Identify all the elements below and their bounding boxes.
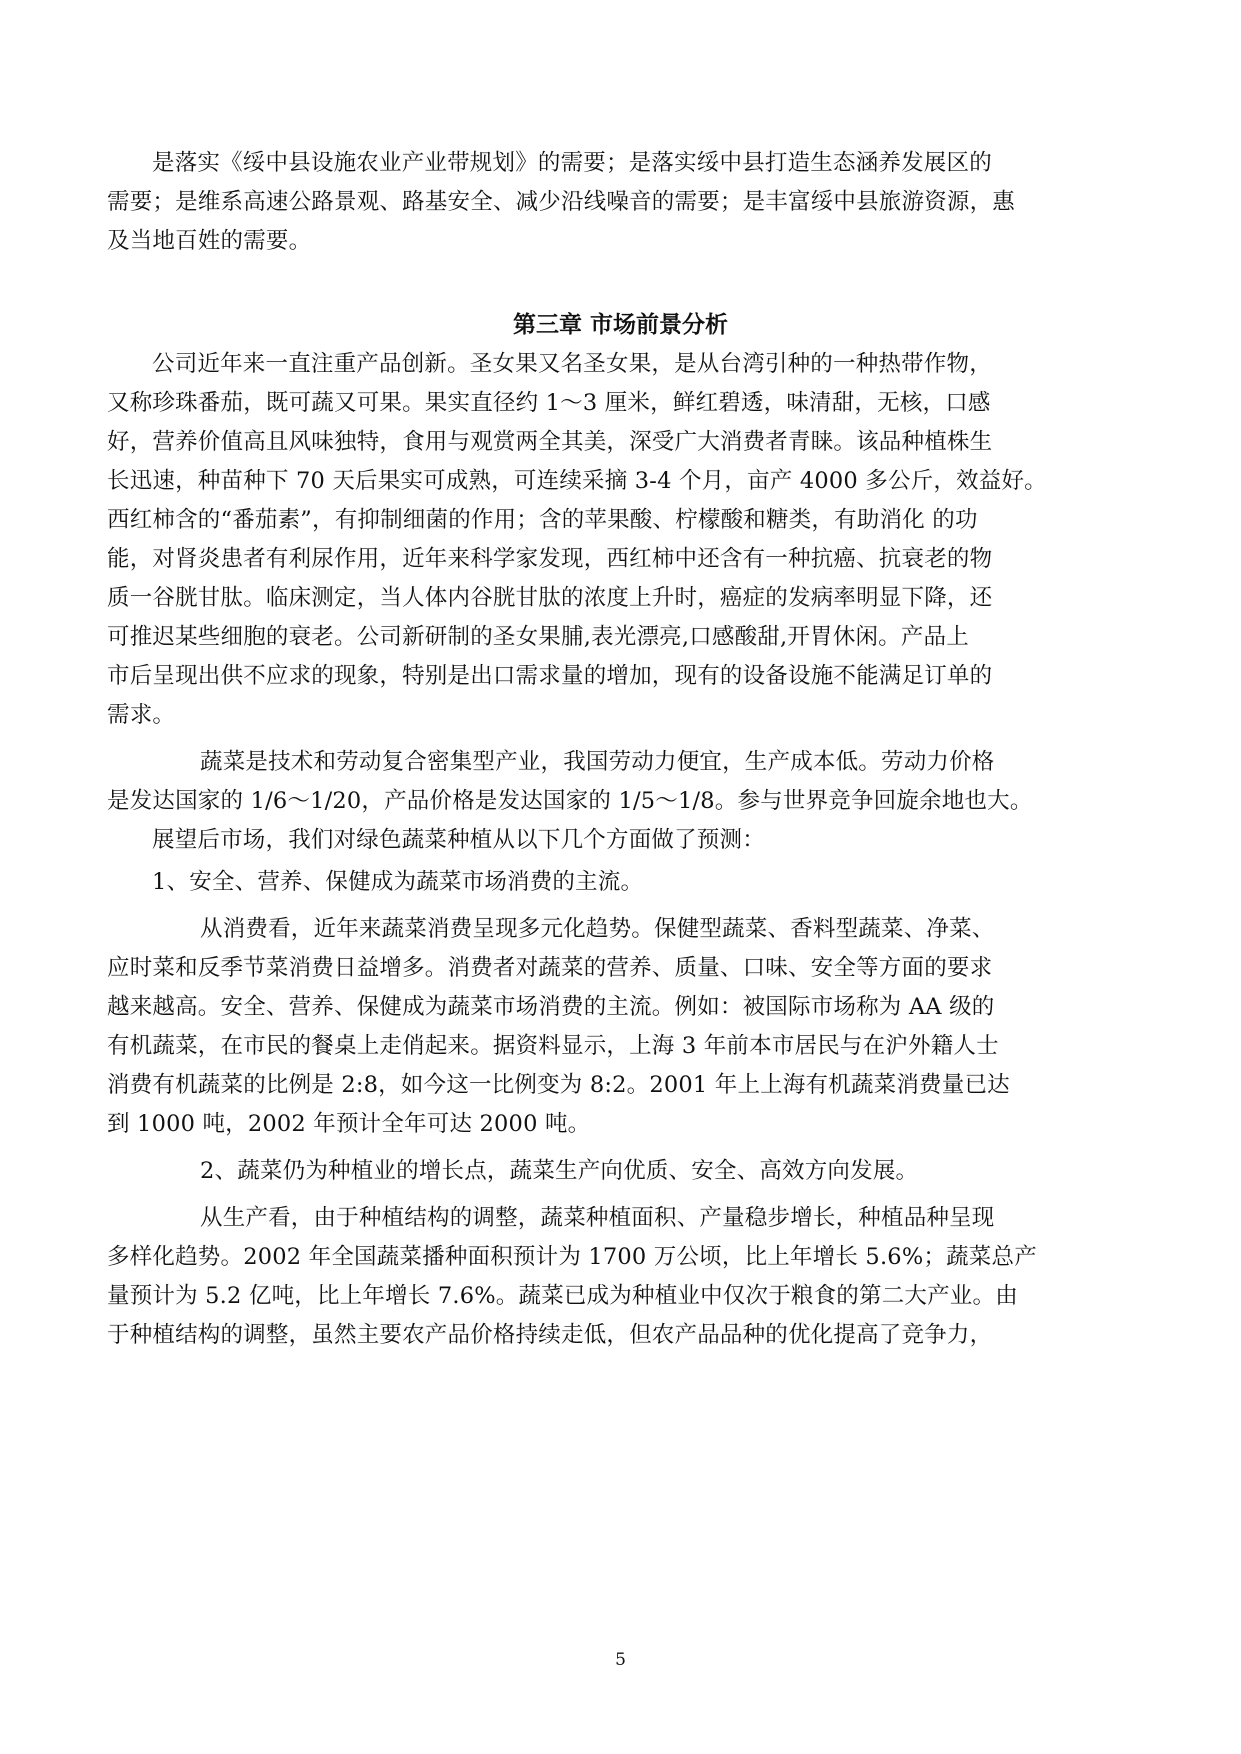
paragraph-line: 越来越高。安全、营养、保健成为蔬菜市场消费的主流。例如：被国际市场称为 AA 级的 [107,994,995,1020]
list-item-heading: 1、安全、营养、保健成为蔬菜市场消费的主流。 [152,869,644,895]
paragraph-line: 量预计为 5.2 亿吨，比上年增长 7.6%。蔬菜已成为种植业中仅次于粮食的第二大产业。由 [107,1283,1018,1309]
paragraph-line: 蔬菜是技术和劳动复合密集型产业，我国劳动力便宜，生产成本低。劳动力价格 [200,749,995,775]
paragraph-line: 西红柿含的“番茄素”，有抑制细菌的作用；含的苹果酸、柠檬酸和糖类，有助消化 的功 [107,507,978,533]
paragraph-line: 是落实《绥中县设施农业产业带规划》的需要；是落实绥中县打造生态涵养发展区的 [152,150,992,176]
paragraph-line: 又称珍珠番茄，既可蔬又可果。果实直径约 1～3 厘米，鲜红碧透，味清甜，无核，口感 [107,390,991,416]
paragraph-line: 需求。 [107,702,176,728]
page-number: 5 [615,1650,626,1670]
paragraph-line: 是发达国家的 1/6～1/20，产品价格是发达国家的 1/5～1/8。参与世界竞争回旋余地也大。 [107,788,1033,814]
paragraph-line: 多样化趋势。2002 年全国蔬菜播种面积预计为 1700 万公顷，比上年增长 5.6%；蔬菜总产 [107,1244,1037,1270]
paragraph-line: 长迅速，种苗种下 70 天后果实可成熟，可连续采摘 3-4 个月，亩产 4000 多公斤，效益好。 [107,468,1047,494]
paragraph-line: 展望后市场，我们对绿色蔬菜种植从以下几个方面做了预测： [152,827,765,853]
paragraph-line: 从生产看，由于种植结构的调整，蔬菜种植面积、产量稳步增长，种植品种呈现 [200,1205,995,1231]
paragraph-line: 能，对肾炎患者有利尿作用，近年来科学家发现，西红柿中还含有一种抗癌、抗衰老的物 [107,546,993,572]
paragraph-line: 好，营养价值高且风味独特，食用与观赏两全其美，深受广大消费者青睐。该品种植株生 [107,429,993,455]
paragraph-line: 到 1000 吨，2002 年预计全年可达 2000 吨。 [107,1111,591,1137]
paragraph-line: 应时菜和反季节菜消费日益增多。消费者对蔬菜的营养、质量、口味、安全等方面的要求 [107,955,993,981]
paragraph-line: 有机蔬菜，在市民的餐桌上走俏起来。据资料显示，上海 3 年前本市居民与在沪外籍人士 [107,1033,999,1059]
list-item-heading: 2、蔬菜仍为种植业的增长点，蔬菜生产向优质、安全、高效方向发展。 [200,1158,919,1184]
paragraph-line: 质一谷胱甘肽。临床测定，当人体内谷胱甘肽的浓度上升时，癌症的发病率明显下降，还 [107,585,993,611]
paragraph-line: 可推迟某些细胞的衰老。公司新研制的圣女果脯,表光漂亮,口感酸甜,开胃休闲。产品上 [107,624,969,650]
paragraph-line: 需要；是维系高速公路景观、路基安全、减少沿线噪音的需要；是丰富绥中县旅游资源，惠 [107,189,1016,215]
paragraph-line: 消费有机蔬菜的比例是 2:8，如今这一比例变为 8:2。2001 年上上海有机蔬菜消费量已达 [107,1072,1010,1098]
paragraph-line: 从消费看，近年来蔬菜消费呈现多元化趋势。保健型蔬菜、香料型蔬菜、净菜、 [200,916,995,942]
paragraph-line: 公司近年来一直注重产品创新。圣女果又名圣女果，是从台湾引种的一种热带作物， [152,351,992,377]
paragraph-line: 于种植结构的调整，虽然主要农产品价格持续走低，但农产品品种的优化提高了竞争力， [107,1322,993,1348]
paragraph-line: 及当地百姓的需要。 [107,228,312,254]
chapter-heading: 第三章 市场前景分析 [512,312,728,338]
paragraph-line: 市后呈现出供不应求的现象，特别是出口需求量的增加，现有的设备设施不能满足订单的 [107,663,993,689]
